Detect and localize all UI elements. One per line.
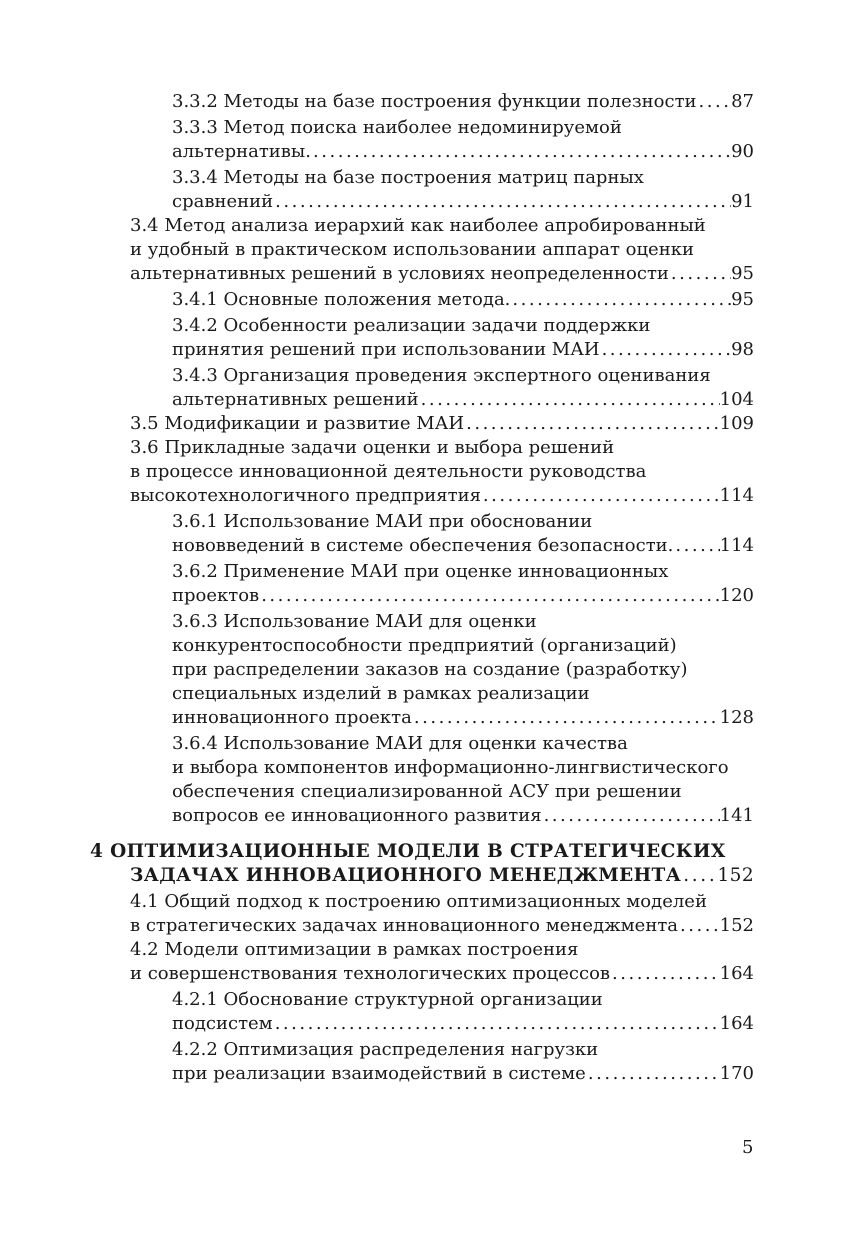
toc-entry-text: 3.6 Прикладные задачи оценки и выбора решений [130, 437, 615, 458]
toc-leader-dots [481, 484, 720, 508]
toc-page-number: 90 [731, 141, 754, 162]
toc-entry-text: альтернативных решений [172, 389, 419, 410]
toc-entry-text: в стратегических задачах инновационного менеджмента [130, 915, 679, 936]
toc-entry-line [172, 634, 754, 658]
toc-page-number: 95 [731, 263, 754, 284]
toc-leader-dots [542, 804, 720, 828]
toc-entry-text: 3.6.2 Применение МАИ при оценке инновационных [172, 561, 669, 582]
toc-entry-text: принятия решений при использовании МАИ [172, 339, 600, 360]
toc-page-number: 104 [719, 389, 754, 410]
toc-entry-text: 4 ОПТИМИЗАЦИОННЫЕ МОДЕЛИ В СТРАТЕГИЧЕСКИХ [90, 841, 726, 862]
toc-entry-text: сравнений [172, 191, 274, 212]
toc-entry [0, 988, 844, 1036]
toc-page-number: 114 [719, 535, 754, 556]
toc-entry-text: при реализации взаимодействий в системе [172, 1063, 586, 1084]
toc-entry [0, 890, 844, 938]
toc-entry-line [90, 864, 754, 888]
toc-entry [0, 314, 844, 362]
toc-entry [0, 732, 844, 828]
toc-page-number: 91 [731, 191, 754, 212]
toc-entry-line [90, 840, 754, 864]
toc-entry [0, 288, 844, 312]
toc-entry-line [172, 1012, 754, 1036]
toc-entry [0, 938, 844, 986]
page-number: 5 [742, 1137, 754, 1158]
toc-entry-text: 3.6.3 Использование МАИ для оценки [172, 611, 537, 632]
toc-entry-line [172, 1062, 754, 1086]
toc-entry-line [172, 534, 754, 558]
toc-entry-line [130, 262, 754, 286]
toc-page-number: 164 [719, 963, 754, 984]
toc-entry-line [172, 584, 754, 608]
toc-page-number: 98 [731, 339, 754, 360]
toc-page-number: 152 [719, 915, 754, 936]
toc-entry-text: 3.3.3 Метод поиска наиболее недоминируемой [172, 117, 622, 138]
toc-entry-text: и выбора компонентов информационно-лингвистического [172, 757, 729, 778]
toc-page-number: 114 [719, 485, 754, 506]
toc-entry-line [172, 732, 754, 756]
toc-entry [0, 560, 844, 608]
toc-entry-text: 3.4.3 Организация проведения экспертного оценивания [172, 365, 711, 386]
toc-entry-text: альтернативных решений в условиях неопределенности [130, 263, 669, 284]
toc-entry-line [172, 610, 754, 634]
toc-entry-text: вопросов ее инновационного развития [172, 805, 542, 826]
toc-entry-line [172, 314, 754, 338]
toc-leader-dots [610, 962, 720, 986]
toc-entry-text: высокотехнологичного предприятия [130, 485, 481, 506]
toc-entry [0, 436, 844, 508]
toc-page-number: 120 [719, 585, 754, 606]
toc-entry-text: при распределении заказов на создание (разработку) [172, 659, 688, 680]
toc-entry-line [172, 560, 754, 584]
toc-entry-text: 3.4 Метод анализа иерархий как наиболее апробированный [130, 215, 706, 236]
toc-entry-line [172, 166, 754, 190]
toc-entry-text: 3.4.2 Особенности реализации задачи поддержки [172, 315, 651, 336]
toc-entry-text: нововведений в системе обеспечения безопасности. [172, 535, 674, 556]
toc-entry-text: альтернативы. [172, 141, 311, 162]
toc-entry-line [130, 214, 754, 238]
toc-entry-text: 3.3.2 Методы на базе построения функции полезности [172, 91, 697, 112]
toc-page-number: 95 [731, 289, 754, 310]
toc-entry-line [172, 988, 754, 1012]
toc-leader-dots [273, 190, 731, 214]
toc-entry-line [130, 436, 754, 460]
toc-entry-line [172, 116, 754, 140]
toc-entry-text: и удобный в практическом использовании аппарат оценки [130, 239, 694, 260]
toc-entry-line [172, 658, 754, 682]
toc-leader-dots [273, 1012, 720, 1036]
toc-entry-line [172, 1038, 754, 1062]
toc-entry-text: 4.2.1 Обоснование структурной организации [172, 989, 603, 1010]
toc-entry-text: 3.4.1 Основные положения метода. [172, 289, 511, 310]
toc-entry-line [172, 388, 754, 412]
toc-entry-text: 4.2 Модели оптимизации в рамках построения [130, 939, 579, 960]
toc-page-number: 164 [719, 1013, 754, 1034]
toc-entry-line [172, 288, 754, 312]
toc-page-number: 87 [731, 91, 754, 112]
toc-entry-line [172, 364, 754, 388]
toc-entry-text: 3.6.4 Использование МАИ для оценки качества [172, 733, 628, 754]
toc-entry-text: и совершенствования технологических процессов [130, 963, 611, 984]
toc-entry-text: подсистем [172, 1013, 273, 1034]
toc-entry [0, 840, 844, 888]
toc-entry-line [130, 962, 754, 986]
toc-entry-line [172, 90, 754, 114]
toc-entry [0, 90, 844, 114]
toc-leader-dots [673, 534, 719, 558]
toc-leader-dots [510, 288, 731, 312]
toc-leader-dots [412, 706, 720, 730]
toc-entry-text: ЗАДАЧАХ ИННОВАЦИОННОГО МЕНЕДЖМЕНТА [130, 865, 682, 886]
toc-leader-dots [681, 864, 717, 888]
toc-leader-dots [669, 262, 731, 286]
toc-leader-dots [311, 140, 731, 164]
toc-entry-text: инновационного проекта [172, 707, 412, 728]
toc-entry [0, 610, 844, 730]
toc-entry-line [130, 484, 754, 508]
toc-entry-line [172, 510, 754, 534]
toc-page-number: 170 [719, 1063, 754, 1084]
toc-entry [0, 412, 844, 436]
toc-entry-text: 3.3.4 Методы на базе построения матриц парных [172, 167, 644, 188]
toc-entry-text: проектов [172, 585, 260, 606]
toc-entry-line [172, 140, 754, 164]
toc-leader-dots [419, 388, 720, 412]
toc-entry-line [130, 890, 754, 914]
toc-entry-text: 3.5 Модификации и развитие МАИ [130, 413, 465, 434]
toc-entry [0, 1038, 844, 1086]
toc-entry-text: обеспечения специализированной АСУ при решении [172, 781, 682, 802]
toc-entry [0, 510, 844, 558]
toc-entry-line [130, 460, 754, 484]
toc-entry-line [172, 682, 754, 706]
toc-leader-dots [586, 1062, 720, 1086]
toc-entry-text: 4.2.2 Оптимизация распределения нагрузки [172, 1039, 599, 1060]
toc-entry-line [172, 804, 754, 828]
toc-entry-text: в процессе инновационной деятельности руководства [130, 461, 647, 482]
toc-entry-line [130, 914, 754, 938]
toc-entry-line [172, 190, 754, 214]
toc-entry [0, 116, 844, 164]
toc-page-number: 141 [719, 805, 754, 826]
toc-entry-line [172, 780, 754, 804]
table-of-contents [0, 90, 844, 1086]
toc-page-number: 128 [719, 707, 754, 728]
toc-entry [0, 364, 844, 412]
toc-entry-line [130, 238, 754, 262]
toc-entry-line [172, 338, 754, 362]
toc-leader-dots [678, 914, 720, 938]
toc-entry-line [130, 412, 754, 436]
toc-entry [0, 214, 844, 286]
toc-page-number: 152 [717, 865, 754, 886]
toc-leader-dots [464, 412, 720, 436]
toc-leader-dots [600, 338, 732, 362]
toc-entry-line [172, 706, 754, 730]
toc-entry-text: 4.1 Общий подход к построению оптимизационных моделей [130, 891, 707, 912]
toc-entry-line [172, 756, 754, 780]
toc-entry [0, 166, 844, 214]
toc-leader-dots [697, 90, 732, 114]
toc-page-number: 109 [719, 413, 754, 434]
toc-entry-text: конкурентоспособности предприятий (организаций) [172, 635, 677, 656]
toc-entry-text: 3.6.1 Использование МАИ при обосновании [172, 511, 593, 532]
toc-entry-text: специальных изделий в рамках реализации [172, 683, 590, 704]
toc-entry-line [130, 938, 754, 962]
toc-leader-dots [259, 584, 719, 608]
